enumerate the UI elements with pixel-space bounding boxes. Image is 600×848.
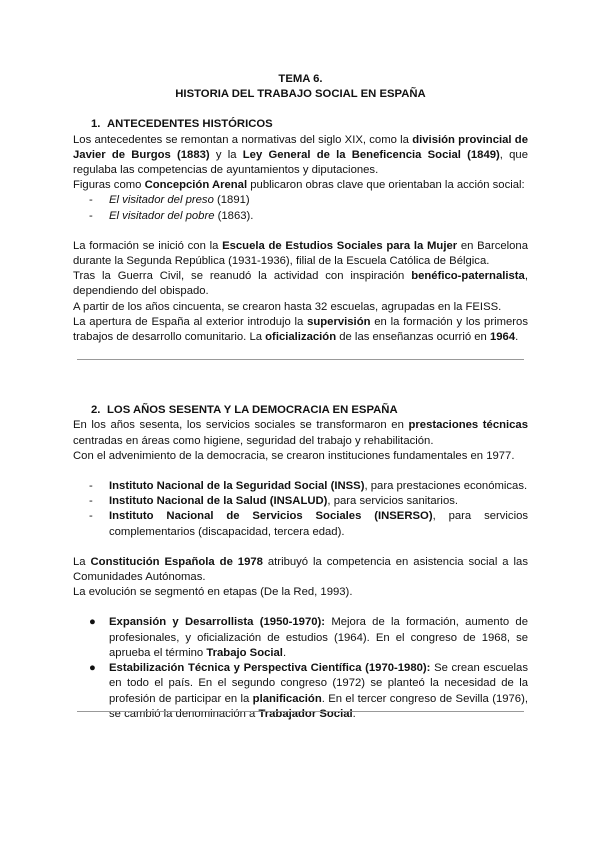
list-item: [73, 494, 528, 509]
sec2-paragraph-1: [73, 418, 528, 448]
list-item: [73, 209, 528, 224]
text: La apertura de España al exterior introdujo la: [73, 315, 308, 328]
text: .: [282, 646, 287, 659]
text: , que regulaba las competencias de ayuntamientos y diputaciones.: [73, 148, 528, 177]
bold-text: Escuela de Estudios Sociales para la Mujer: [222, 239, 458, 252]
text: La formación se inició con la: [73, 239, 223, 252]
work-title: El visitador del preso: [109, 194, 214, 207]
dash-marker: -: [89, 194, 93, 207]
sec2-paragraph-3: [73, 555, 528, 585]
text: de las enseñanzas ocurrió en: [336, 331, 490, 344]
bold-text: 1964: [489, 331, 516, 344]
institution-desc: , para prestaciones económicas.: [364, 480, 528, 493]
section-2-heading: [73, 403, 528, 418]
spacer: [73, 600, 528, 615]
spacer: [73, 224, 528, 239]
bold-text: benéfico-paternalista: [411, 270, 525, 283]
bold-text: Trabajador Social: [258, 707, 353, 720]
text: Se crean escuelas en todo el país. En el segundo congreso (1972) se planteó la necesidad de la profesión de participar en la: [109, 662, 528, 705]
spacer: [73, 540, 528, 555]
text: Mejora de la formación, aumento de profesionales, y oficialización de estudios (1964). En el congreso de 1968, se aprueba el término: [109, 616, 528, 659]
list-item: [73, 615, 528, 661]
text: Tras la Guerra Civil, se reanudó la actividad con inspiración: [73, 270, 412, 283]
text: La: [73, 555, 91, 568]
bullet-marker: ●: [89, 662, 96, 675]
bold-text: división provincial de Javier de Burgos (1883): [73, 133, 528, 161]
work-year: (1863).: [214, 209, 254, 222]
list-item: [73, 479, 528, 494]
sec2-paragraph-4: La evolución se segmentó en etapas (De la Red, 1993).: [73, 586, 353, 599]
list-item: [73, 193, 528, 208]
section-divider-1: [77, 359, 524, 360]
bold-text: planificación: [252, 692, 322, 705]
bold-text: Trabajo Social: [206, 646, 283, 659]
list-item: [73, 661, 528, 722]
sec2-paragraph-2: Con el advenimiento de la democracia, se crearon instituciones fundamentales en 1977.: [73, 449, 515, 462]
section-2-title: LOS AÑOS SESENTA Y LA DEMOCRACIA EN ESPAÑA: [107, 404, 398, 417]
list-item: [73, 509, 528, 539]
bold-text: oficialización: [265, 331, 337, 344]
text: y la: [209, 148, 243, 161]
bullet-marker: ●: [89, 616, 96, 629]
document-title: [73, 72, 528, 102]
works-list: [73, 193, 528, 223]
sec1-paragraph-6: [73, 315, 528, 345]
sec1-paragraph-3: [73, 239, 528, 269]
text: centradas en áreas como higiene, seguridad del trabajo y rehabilitación.: [73, 434, 434, 447]
text: .: [352, 707, 356, 720]
stage-title: Estabilización Técnica y Perspectiva Científica (1970-1980):: [109, 662, 431, 675]
institution-desc: , para servicios complementarios (discapacidad, tercera edad).: [109, 510, 529, 538]
title-line-2: HISTORIA DEL TRABAJO SOCIAL EN ESPAÑA: [175, 88, 426, 101]
section-divider-2: [77, 711, 524, 712]
text: en Barcelona durante la Segunda República (1931-1936), filial de la Escuela Católica de Bélgica.: [73, 239, 528, 268]
section-1-title: ANTECEDENTES HISTÓRICOS: [107, 118, 273, 131]
bold-text: prestaciones técnicas: [408, 419, 528, 432]
spacer: [73, 464, 528, 479]
bold-text: Concepción Arenal: [144, 179, 248, 192]
sec1-paragraph-4: [73, 269, 528, 299]
text: publicaron obras clave que orientaban la acción social:: [247, 179, 525, 192]
section-1-heading: [73, 117, 528, 132]
text: En los años sesenta, los servicios sociales se transformaron en: [73, 419, 409, 432]
dash-marker: -: [89, 510, 93, 523]
title-line-1: TEMA 6.: [278, 73, 323, 85]
text: , dependiendo del obispado.: [73, 270, 528, 298]
bold-text: Ley General de la Beneficencia Social (1849): [242, 148, 500, 161]
dash-marker: -: [89, 495, 93, 508]
sec1-paragraph-2: [73, 178, 528, 193]
section-2-number: 2.: [91, 404, 101, 417]
institution-desc: , para servicios sanitarios.: [327, 495, 459, 508]
spacer: [73, 345, 528, 403]
text: .: [515, 331, 519, 344]
sec1-paragraph-1: [73, 133, 528, 179]
document-page: [73, 72, 528, 722]
institution-name: Instituto Nacional de la Salud (INSALUD): [109, 495, 328, 508]
text: Los antecedentes se remontan a normativas del siglo XIX, como la: [73, 133, 413, 146]
text: . En el tercer congreso de Sevilla (1976), se cambió la denominación a: [109, 692, 528, 720]
sec1-paragraph-5: A partir de los años cincuenta, se crearon hasta 32 escuelas, agrupadas en la FEISS.: [73, 300, 502, 313]
text: en la formación y los primeros trabajos de desarrollo comunitario. La: [73, 315, 528, 344]
text: atribuyó la competencia en asistencia social a las Comunidades Autónomas.: [73, 555, 528, 584]
stages-list: [73, 615, 528, 721]
bold-text: supervisión: [307, 315, 371, 328]
institution-name: Instituto Nacional de Servicios Sociales (INSERSO): [109, 510, 433, 523]
section-1-number: 1.: [91, 118, 101, 131]
dash-marker: -: [89, 480, 93, 493]
work-title: El visitador del pobre: [109, 209, 215, 222]
bold-text: Constitución Española de 1978: [90, 555, 263, 568]
text: Figuras como: [73, 179, 145, 192]
work-year: (1891): [213, 194, 250, 207]
dash-marker: -: [89, 209, 93, 222]
stage-title: Expansión y Desarrollista (1950-1970):: [109, 616, 326, 629]
institution-name: Instituto Nacional de la Seguridad Social (INSS): [109, 480, 365, 493]
institutions-list: [73, 479, 528, 540]
